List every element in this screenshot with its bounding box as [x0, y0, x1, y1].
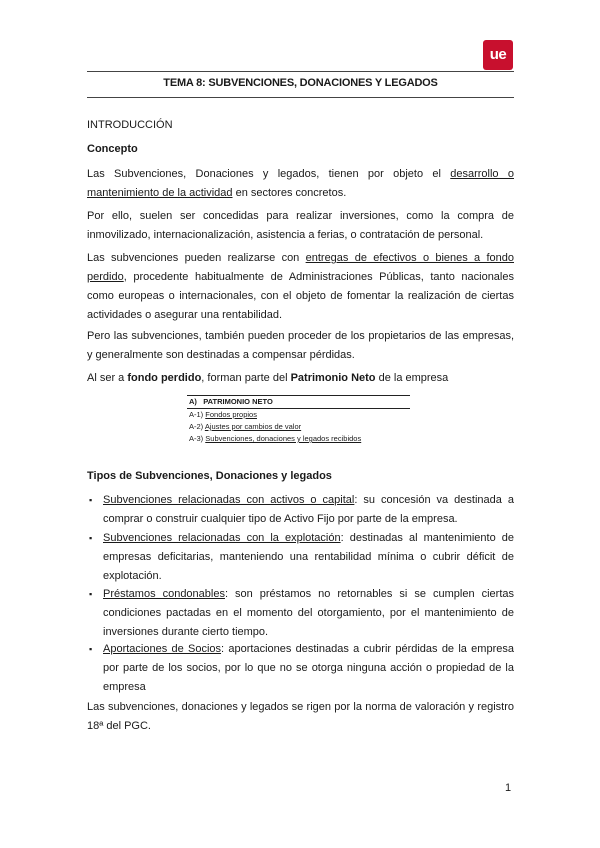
bullet-icon: ▪	[89, 644, 93, 654]
subheading-concepto: Concepto	[87, 143, 138, 155]
patrimonio-row-label: Ajustes por cambios de valor	[204, 422, 302, 431]
title-top-rule	[87, 71, 514, 72]
paragraph-objeto	[87, 165, 514, 203]
list-item-term: Subvenciones relacionadas con la explotación	[103, 532, 341, 544]
p1-text-a: Las Subvenciones, Donaciones y legados, tienen por objeto el	[87, 168, 451, 180]
list-item-term: Aportaciones de Socios	[103, 643, 222, 655]
patrimonio-head-label: PATRIMONIO NETO	[203, 397, 273, 406]
patrimonio-row	[187, 421, 410, 433]
p3-text-b: , procedente habitualmente de Administraciones Públicas, tanto nacionales como europeas o internacionales, con el objeto de fomentar la realización de ciertas actividades o asegurar una rentabilidad.	[87, 271, 514, 321]
p5-bold-fondo-perdido: fondo perdido	[127, 372, 202, 384]
page-title: TEMA 8: SUBVENCIONES, DONACIONES Y LEGADOS	[163, 77, 438, 89]
patrimonio-head-row	[187, 395, 410, 409]
patrimonio-neto-table	[187, 395, 410, 445]
p5-text-a: Al ser a	[87, 372, 128, 384]
patrimonio-head-code: A)	[189, 397, 197, 406]
list-item-text: : su concesión va destinada a comprar o construir cualquier tipo de Activo Fijo por parte de la empresa.	[103, 494, 514, 525]
list-item	[103, 640, 514, 697]
patrimonio-row-label: Fondos propios	[205, 410, 257, 419]
subheading-tipos: Tipos de Subvenciones, Donaciones y legados	[87, 470, 332, 482]
list-item-term: Subvenciones relacionadas con activos o capital	[103, 494, 355, 506]
patrimonio-row-label: Subvenciones, donaciones y legados recibidos	[205, 434, 362, 443]
patrimonio-row-code: A-1)	[189, 410, 204, 419]
p3-underlined: entregas de efectivos o bienes a fondo perdido	[87, 252, 514, 283]
paragraph-inversiones: Por ello, suelen ser concedidas para realizar inversiones, como la compra de inmovilizado, internacionalización, asistencia a ferias, o contratación de personal.	[87, 210, 514, 241]
patrimonio-row	[187, 409, 410, 421]
p5-bold-patrimonio-neto: Patrimonio Neto	[290, 372, 376, 384]
p5-text-d: de la empresa	[375, 372, 449, 384]
paragraph-patrimonio-neto	[87, 369, 514, 388]
p3-text-a: Las subvenciones pueden realizarse con	[87, 252, 306, 264]
bullet-icon: ▪	[89, 589, 93, 599]
bullet-icon: ▪	[89, 533, 93, 543]
bullet-icon: ▪	[89, 495, 93, 505]
patrimonio-row-code: A-2)	[189, 422, 204, 431]
paragraph-propietarios: Pero las subvenciones, también pueden proceder de los propietarios de las empresas, y generalmente son destinadas a compensar pérdidas.	[87, 330, 514, 361]
university-logo: ue	[483, 40, 513, 70]
list-item-text: : son préstamos no retornables si se cumplen ciertas condiciones pactadas en el momento del otorgamiento, por el mantenimiento de inversiones durante cierto tiempo.	[103, 588, 514, 638]
list-item-text: : destinadas al mantenimiento de empresas deficitarias, manteniendo una rentabilidad mínima o cubrir déficit de explotación.	[103, 532, 514, 582]
section-heading-introduccion: INTRODUCCIÓN	[87, 119, 173, 131]
p1-underlined: desarrollo o mantenimiento de la actividad	[87, 168, 514, 199]
p1-text-b: en sectores concretos.	[232, 187, 347, 199]
list-item	[103, 585, 514, 642]
list-item-term: Préstamos condonables	[103, 588, 225, 600]
patrimonio-row-code: A-3)	[189, 434, 204, 443]
title-bottom-rule	[87, 97, 514, 98]
list-item	[103, 491, 514, 529]
paragraph-norma: Las subvenciones, donaciones y legados se rigen por la norma de valoración y registro 18ª del PGC.	[87, 701, 514, 732]
page-number: 1	[505, 782, 512, 794]
list-item-text: : aportaciones destinadas a cubrir pérdidas de la empresa por parte de los socios, por lo que no se otorga ninguna acción o propiedad de la empresa	[103, 643, 514, 693]
list-item	[103, 529, 514, 586]
patrimonio-row	[187, 433, 410, 445]
p5-text-c: , forman parte del	[201, 372, 291, 384]
paragraph-fondo-perdido	[87, 249, 514, 325]
